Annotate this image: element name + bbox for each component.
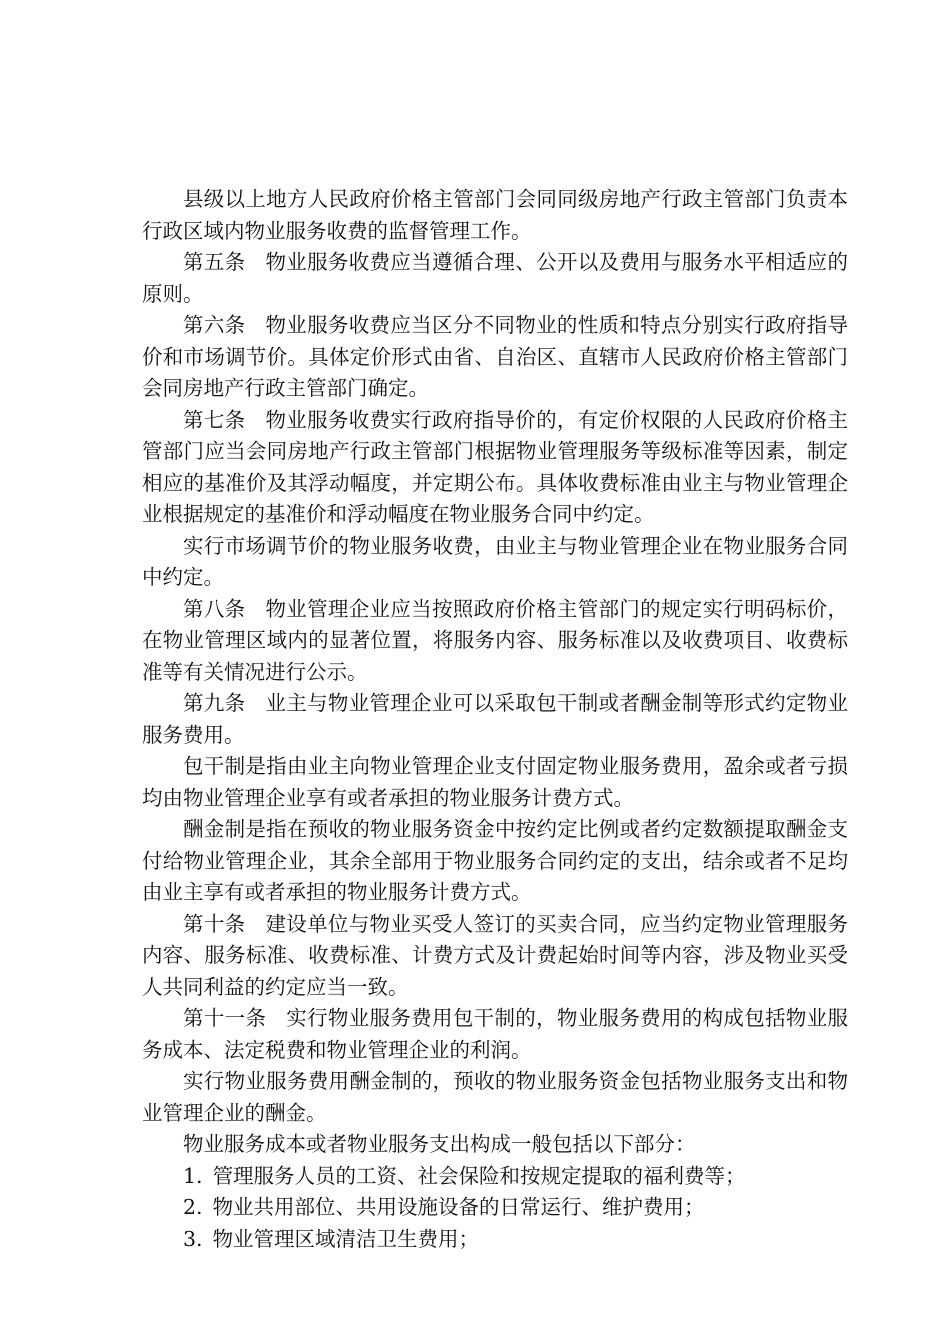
paragraph-text: 县级以上地方人民政府价格主管部门会同同级房地产行政主管部门负责本行政区域内物业服务收费的监督管理工作。 <box>142 187 848 243</box>
paragraph-text: 包干制是指由业主向物业管理企业支付固定物业服务费用，盈余或者亏损均由物业管理企业享有或者承担的物业服务计费方式。 <box>142 754 848 810</box>
list-item <box>142 1192 848 1224</box>
paragraph-text: 物业管理企业应当按照政府价格主管部门的规定实行明码标价，在物业管理区域内的显著位置，将服务内容、服务标准以及收费项目、收费标准等有关情况进行公示。 <box>142 596 849 684</box>
document-body <box>142 184 848 1255</box>
article-number: 第五条 <box>183 250 246 274</box>
article-number: 第九条 <box>183 691 246 715</box>
paragraph <box>142 814 848 909</box>
list-item-text: 物业共用部位、共用设施设备的日常运行、维护费用； <box>212 1195 705 1219</box>
paragraph-text: 实行物业服务费用酬金制的，预收的物业服务资金包括物业服务支出和物业管理企业的酬金。 <box>142 1069 848 1125</box>
list-item-text: 物业管理区域清洁卫生费用； <box>212 1226 480 1251</box>
list-item-number: 3. <box>183 1226 203 1251</box>
paragraph-text: 酬金制是指在预收的物业服务资金中按约定比例或者约定数额提取酬金支付给物业管理企业，其余全部用于物业服务合同约定的支出，结余或者不足均由业主享有或者承担的物业服务计费方式。 <box>142 817 848 904</box>
paragraph <box>142 1066 848 1129</box>
list-item <box>142 1161 848 1193</box>
paragraph <box>142 751 848 814</box>
paragraph-text: 实行市场调节价的物业服务收费，由业主与物业管理企业在物业服务合同中约定。 <box>142 533 848 589</box>
paragraph <box>142 531 848 594</box>
paragraph-text: 物业服务成本或者物业服务支出构成一般包括以下部分： <box>183 1132 696 1156</box>
list-item-number: 1. <box>183 1163 203 1188</box>
article-number: 第十条 <box>183 911 246 936</box>
paragraph-text: 物业服务收费应当遵循合理、公开以及费用与服务水平相适应的原则。 <box>142 250 849 306</box>
article-number: 第十一条 <box>183 1006 267 1030</box>
paragraph-text: 物业服务收费实行政府指导价的，有定价权限的人民政府价格主管部门应当会同房地产行政主管部门根据物业管理服务等级标准等因素，制定相应的基准价及其浮动幅度，并定期公布。具体收费标准由业主与物业管理企业根据规定的基准价和浮动幅度在物业服务合同中约定。 <box>142 407 849 526</box>
article-paragraph <box>142 688 848 751</box>
paragraph <box>142 1129 848 1161</box>
paragraph-text: 实行物业服务费用包干制的，物业服务费用的构成包括物业服务成本、法定税费和物业管理企业的利润。 <box>142 1006 849 1062</box>
paragraph <box>142 184 848 247</box>
paragraph-text: 业主与物业管理企业可以采取包干制或者酬金制等形式约定物业服务费用。 <box>142 691 849 747</box>
article-paragraph <box>142 405 848 531</box>
paragraph-text: 建设单位与物业买受人签订的买卖合同，应当约定物业管理服务内容、服务标准、收费标准、计费方式及计费起始时间等内容，涉及物业买受人共同利益的约定应当一致。 <box>142 911 849 999</box>
article-paragraph <box>142 909 848 1004</box>
article-number: 第八条 <box>183 596 246 621</box>
list-item-number: 2. <box>183 1195 203 1219</box>
article-paragraph <box>142 310 848 405</box>
article-number: 第六条 <box>183 313 246 337</box>
list-item-text: 管理服务人员的工资、社会保险和按规定提取的福利费等； <box>212 1163 746 1188</box>
article-number: 第七条 <box>183 407 246 432</box>
paragraph-text: 物业服务收费应当区分不同物业的性质和特点分别实行政府指导价和市场调节价。具体定价形式由省、自治区、直辖市人民政府价格主管部门会同房地产行政主管部门确定。 <box>142 313 849 400</box>
article-paragraph <box>142 1003 848 1066</box>
article-paragraph <box>142 247 848 310</box>
list-item <box>142 1224 848 1256</box>
article-paragraph <box>142 594 848 689</box>
